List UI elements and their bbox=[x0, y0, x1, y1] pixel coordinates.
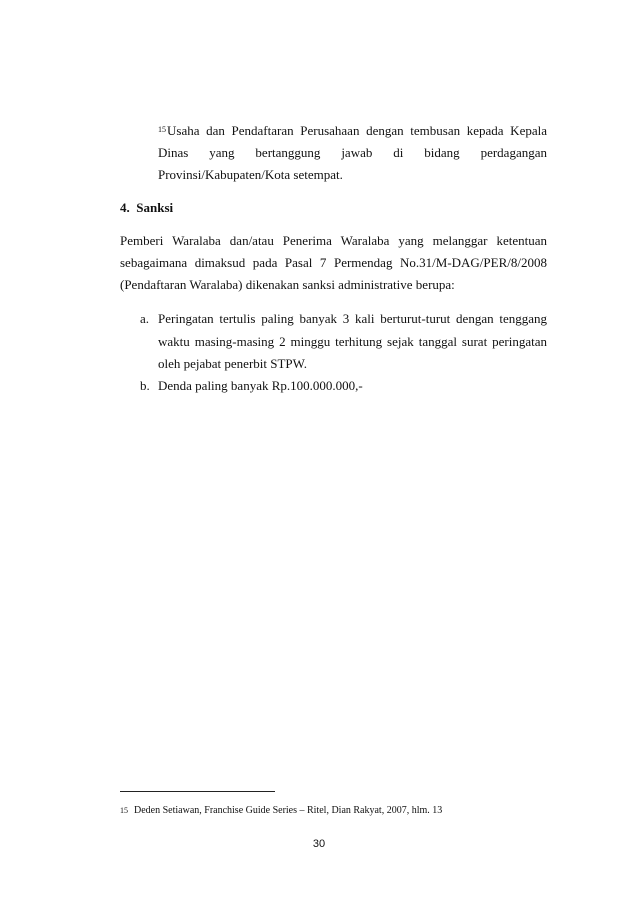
list-item-b-line-1: Denda paling banyak Rp.100.000.000,- bbox=[158, 378, 363, 393]
footnote-reference: 15 bbox=[158, 125, 166, 134]
section-paragraph-line-2: sebagaimana dimaksud pada Pasal 7 Permendag No.31/M-DAG/PER/8/2008 bbox=[120, 255, 547, 270]
list-item-a-line-1: Peringatan tertulis paling banyak 3 kali berturut-turut dengan tenggang bbox=[158, 311, 547, 326]
footnote bbox=[120, 805, 442, 817]
list-item-a-line-2: waktu masing-masing 2 minggu terhitung sejak tanggal surat peringatan bbox=[158, 334, 547, 349]
section-paragraph-line-3: (Pendaftaran Waralaba) dikenakan sanksi administrative berupa: bbox=[120, 277, 455, 292]
section-paragraph-line-1: Pemberi Waralaba dan/atau Penerima Waralaba yang melanggar ketentuan bbox=[120, 233, 547, 248]
page-number: 30 bbox=[312, 838, 326, 850]
continuation-line-1 bbox=[158, 123, 547, 139]
continuation-line-2: Dinas yang bertanggung jawab di bidang perdagangan bbox=[158, 145, 547, 160]
section-heading: 4. Sanksi bbox=[120, 200, 174, 215]
footnote-text: Deden Setiawan, Franchise Guide Series – Ritel, Dian Rakyat, 2007, hlm. 13 bbox=[134, 805, 443, 816]
footnote-separator bbox=[120, 791, 275, 792]
footnote-mark: 15 bbox=[120, 806, 128, 815]
list-marker-b: b. bbox=[140, 378, 150, 393]
continuation-line-3: Provinsi/Kabupaten/Kota setempat. bbox=[158, 167, 343, 182]
continuation-text-1: Usaha dan Pendaftaran Perusahaan dengan tembusan kepada Kepala bbox=[167, 123, 547, 138]
list-item-a-line-3: oleh pejabat penerbit STPW. bbox=[158, 356, 307, 371]
list-marker-a: a. bbox=[140, 311, 150, 326]
